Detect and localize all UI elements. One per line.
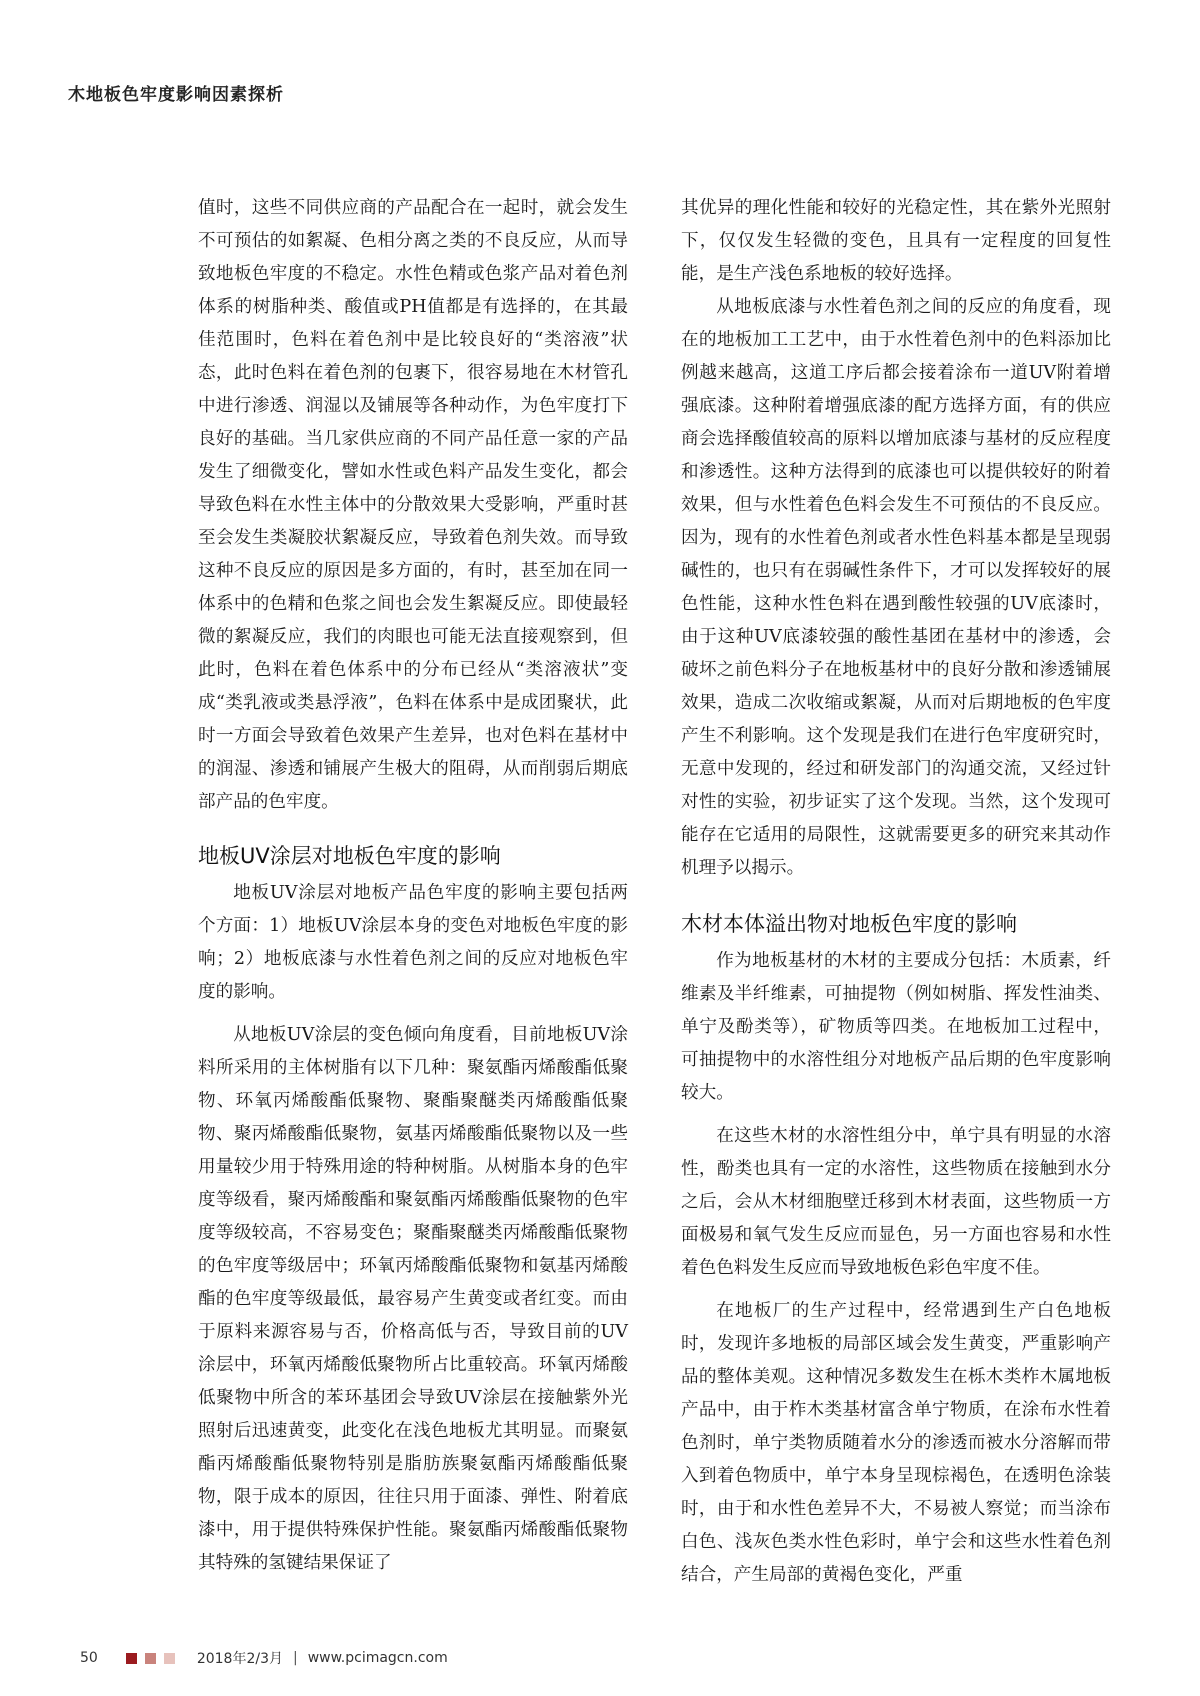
paragraph: 作为地板基材的木材的主要成分包括：木质素，纤维素及半纤维素，可抽提物（例如树脂、挥发性油类、单宁及酚类等），矿物质等四类。在地板加工过程中，可抽提物中的水溶性组分对地板产品后期的色牢度影响较大。 — [681, 951, 1111, 1103]
paragraph: 地板UV涂层对地板产品色牢度的影响主要包括两个方面：1）地板UV涂层本身的变色对地板色牢度的影响；2）地板底漆与水性着色剂之间的反应对地板色牢度的影响。 — [198, 883, 628, 1002]
decorative-square-icon — [126, 1653, 137, 1664]
paragraph: 从地板UV涂层的变色倾向角度看，目前地板UV涂料所采用的主体树脂有以下几种：聚氨酯丙烯酸酯低聚物、环氧丙烯酸酯低聚物、聚酯聚醚类丙烯酸酯低聚物、聚丙烯酸酯低聚物，氨基丙烯酸酯低聚物以及一些用量较少用于特殊用途的特种树脂。从树脂本身的色牢度等级看，聚丙烯酸酯和聚氨酯丙烯酸酯低聚物的色牢度等级较高，不容易变色；聚酯聚醚类丙烯酸酯低聚物的色牢度等级居中；环氧丙烯酸酯低聚物和氨基丙烯酸酯的色牢度等级最低，最容易产生黄变或者红变。而由于原料来源容易与否，价格高低与否，导致目前的UV涂层中，环氧丙烯酸低聚物所占比重较高。环氧丙烯酸低聚物中所含的苯环基团会导致UV涂层在接触紫外光照射后迅速黄变，此变化在浅色地板尤其明显。而聚氨酯丙烯酸酯低聚物特别是脂肪族聚氨酯丙烯酸酯低聚物，限于成本的原因，往往只用于面漆、弹性、附着底漆中，用于提供特殊保护性能。聚氨酯丙烯酸酯低聚物其特殊的氢键结果保证了 — [198, 1025, 628, 1573]
section-heading: 木材本体溢出物对地板色牢度的影响 — [681, 912, 1017, 936]
paragraph: 在这些木材的水溶性组分中，单宁具有明显的水溶性，酚类也具有一定的水溶性，这些物质在接触到水分之后，会从木材细胞壁迁移到木材表面，这些物质一方面极易和氧气发生反应而显色，另一方面也容易和水性着色色料发生反应而导致地板色彩色牢度不佳。 — [681, 1126, 1111, 1278]
running-head-title: 木地板色牢度影响因素探析 — [68, 85, 284, 105]
page-number: 50 — [80, 1650, 98, 1666]
paragraph: 值时，这些不同供应商的产品配合在一起时，就会发生不可预估的如絮凝、色相分离之类的不良反应，从而导致地板色牢度的不稳定。水性色精或色浆产品对着色剂体系的树脂种类、酸值或PH值都是有选择的，在其最佳范围时，色料在着色剂中是比较良好的“类溶液”状态，此时色料在着色剂的包裹下，很容易地在木材管孔中进行渗透、润湿以及铺展等各种动作，为色牢度打下良好的基础。当几家供应商的不同产品任意一家的产品发生了细微变化，譬如水性或色料产品发生变化，都会导致色料在水性主体中的分散效果大受影响，严重时甚至会发生类凝胶状絮凝反应，导致着色剂失效。而导致这种不良反应的原因是多方面的，有时，甚至加在同一体系中的色精和色浆之间也会发生絮凝反应。即使最轻微的絮凝反应，我们的肉眼也可能无法直接观察到，但此时，色料在着色体系中的分布已经从“类溶液状”变成“类乳液或类悬浮液”，色料在体系中是成团聚状，此时一方面会导致着色效果产生差异，也对色料在基材中的润湿、渗透和铺展产生极大的阻碍，从而削弱后期底部产品的色牢度。 — [198, 198, 628, 812]
section-heading: 地板UV涂层对地板色牢度的影响 — [198, 844, 501, 868]
website-link[interactable]: www.pcimagcn.com — [307, 1650, 448, 1666]
footer-separator: | — [293, 1650, 298, 1666]
issue-date: 2018年2/3月 — [196, 1651, 283, 1667]
right-column — [681, 192, 1111, 1592]
paragraph: 在地板厂的生产过程中，经常遇到生产白色地板时，发现许多地板的局部区域会发生黄变，严重影响产品的整体美观。这种情况多数发生在栎木类柞木属地板产品中，由于柞木类基材富含单宁物质，在涂布水性着色剂时，单宁类物质随着水分的渗透而被水分溶解而带入到着色物质中，单宁本身呈现棕褐色，在透明色涂装时，由于和水性色差异不大，不易被人察觉；而当涂布白色、浅灰色类水性色彩时，单宁会和这些水性着色剂结合，产生局部的黄褐色变化，严重 — [681, 1301, 1111, 1585]
decorative-square-icon — [145, 1653, 156, 1664]
paragraph: 从地板底漆与水性着色剂之间的反应的角度看，现在的地板加工工艺中，由于水性着色剂中的色料添加比例越来越高，这道工序后都会接着涂布一道UV附着增强底漆。这种附着增强底漆的配方选择方面，有的供应商会选择酸值较高的原料以增加底漆与基材的反应程度和渗透性。这种方法得到的底漆也可以提供较好的附着效果，但与水性着色色料会发生不可预估的不良反应。因为，现有的水性着色剂或者水性色料基本都是呈现弱碱性的，也只有在弱碱性条件下，才可以发挥较好的展色性能，这种水性色料在遇到酸性较强的UV底漆时，由于这种UV底漆较强的酸性基团在基材中的渗透，会破坏之前色料分子在地板基材中的良好分散和渗透铺展效果，造成二次收缩或絮凝，从而对后期地板的色牢度产生不利影响。这个发现是我们在进行色牢度研究时，无意中发现的，经过和研发部门的沟通交流，又经过针对性的实验，初步证实了这个发现。当然，这个发现可能存在它适用的局限性，这就需要更多的研究来其动作机理予以揭示。 — [681, 297, 1111, 878]
decorative-square-icon — [164, 1653, 175, 1664]
page-footer — [80, 1648, 448, 1668]
paragraph: 其优异的理化性能和较好的光稳定性，其在紫外光照射下，仅仅发生轻微的变色，且具有一定程度的回复性能，是生产浅色系地板的较好选择。 — [681, 198, 1111, 284]
left-column — [198, 192, 628, 1580]
